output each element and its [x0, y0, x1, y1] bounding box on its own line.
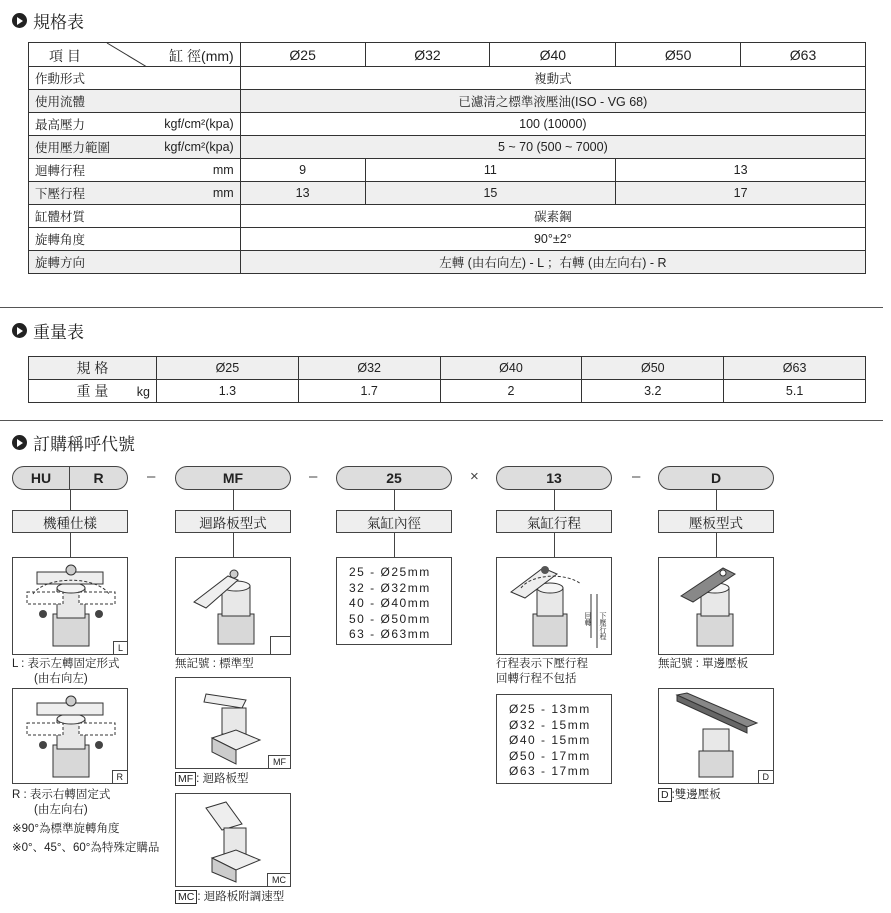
- swing-clamp-right-icon: [13, 689, 127, 783]
- row-label: 下壓行程 mm: [29, 182, 241, 205]
- size-header: Ø32: [298, 357, 440, 380]
- table-row: [29, 159, 866, 182]
- row-value: 17: [616, 182, 866, 205]
- bore-code-list: [336, 557, 452, 645]
- row-unit: mm: [212, 186, 234, 200]
- row-value: 已濾清之標準液壓油(ISO - VG 68): [240, 90, 865, 113]
- connector-line: [70, 533, 71, 557]
- order-section-title: 訂購稱呼代號: [12, 430, 135, 455]
- code-pill-mf: MF: [175, 466, 291, 490]
- rotate-label: 回轉: [584, 612, 591, 626]
- stroke-code-list: [496, 694, 612, 784]
- list-item: Ø40 - 15mm: [509, 733, 591, 747]
- row-value: 9: [240, 159, 365, 182]
- connector-line: [233, 490, 234, 510]
- clamp-right-image: [12, 688, 128, 784]
- row-label: 迴轉行程 mm: [29, 159, 241, 182]
- weight-value: 5.1: [724, 380, 866, 403]
- times-separator: ×: [470, 468, 479, 485]
- code-pill-bore: 25: [336, 466, 452, 490]
- row-value: 90°±2°: [240, 228, 865, 251]
- list-item: 25 - Ø25mm: [349, 565, 431, 579]
- weight-value: 1.3: [157, 380, 299, 403]
- size-header: Ø63: [724, 357, 866, 380]
- table-row: [29, 113, 866, 136]
- connector-line: [233, 533, 234, 557]
- note-standard: 無記號 : 標準型: [175, 658, 254, 670]
- spec-header-row: [29, 43, 866, 67]
- label-model-spec: 機種仕樣: [12, 510, 128, 533]
- weight-value: 2: [440, 380, 582, 403]
- swing-clamp-left-icon: [13, 558, 127, 654]
- dash-separator: –: [632, 468, 641, 485]
- size-header: Ø50: [616, 43, 741, 67]
- play-bullet-icon: [12, 13, 27, 28]
- code-pill-stroke: 13: [496, 466, 612, 490]
- size-header: Ø25: [157, 357, 299, 380]
- double-clamp-image: [658, 688, 774, 784]
- spec-section-title: 規格表: [12, 8, 84, 33]
- tag-r: R: [112, 770, 128, 783]
- stroke-image: [496, 557, 612, 655]
- tag-d: D: [758, 770, 774, 783]
- code-pill-model: [12, 466, 128, 490]
- connector-line: [394, 490, 395, 510]
- header-item-label: 項 目: [49, 48, 81, 64]
- row-value: 5 ~ 70 (500 ~ 7000): [240, 136, 865, 159]
- weight-value: 3.2: [582, 380, 724, 403]
- list-item: Ø25 - 13mm: [509, 702, 591, 716]
- note-right: R : 表示右轉固定式 (由左向右) ※90°為標準旋轉角度 ※0°、45°、60°為特殊定購品: [12, 789, 160, 854]
- row-label: 使用流體: [29, 90, 241, 113]
- list-item: Ø50 - 17mm: [509, 748, 591, 763]
- table-row: [29, 136, 866, 159]
- label-clamp-type: 壓板型式: [658, 510, 774, 533]
- weight-table: [28, 356, 866, 403]
- note-single: 無記號 : 單邊壓板: [658, 658, 749, 670]
- row-value: 15: [365, 182, 616, 205]
- list-item: 40 - Ø40mm: [349, 596, 431, 610]
- spec-table: [28, 42, 866, 274]
- row-label: 缸體材質: [29, 205, 241, 228]
- row-value: 13: [240, 182, 365, 205]
- size-header: Ø40: [440, 357, 582, 380]
- connector-line: [554, 533, 555, 557]
- play-bullet-icon: [12, 435, 27, 450]
- table-row: [29, 182, 866, 205]
- connector-line: [394, 533, 395, 557]
- single-arm-clamp-icon: [659, 558, 773, 654]
- row-value: 11: [365, 159, 616, 182]
- tag-mf: MF: [268, 755, 290, 768]
- connector-line: [554, 490, 555, 510]
- dash-separator: –: [309, 468, 318, 485]
- row-label: 旋轉方向: [29, 251, 241, 274]
- double-arm-clamp-icon: [659, 689, 773, 783]
- weight-unit: kg: [136, 385, 150, 399]
- label-manifold-type: 迴路板型式: [175, 510, 291, 533]
- weight-section-title: 重量表: [12, 318, 84, 343]
- weight-row-label: 重 量 kg: [29, 380, 157, 403]
- code-hu: HU: [13, 467, 70, 489]
- label-stroke: 氣缸行程: [496, 510, 612, 533]
- row-value: 碳素鋼: [240, 205, 865, 228]
- row-value: 複動式: [240, 67, 865, 90]
- single-clamp-image: [658, 557, 774, 655]
- swing-clamp-stroke-icon: [497, 558, 611, 654]
- row-label: 作動形式: [29, 67, 241, 90]
- size-header: Ø50: [582, 357, 724, 380]
- weight-header-row: [29, 357, 866, 380]
- spec-header-diagonal-cell: [29, 43, 241, 67]
- size-header: Ø32: [365, 43, 490, 67]
- list-item: Ø32 - 15mm: [509, 717, 591, 732]
- table-row: [29, 251, 866, 274]
- header-bore-label: 缸 徑(mm): [169, 48, 234, 64]
- tag-l: L: [113, 641, 127, 654]
- size-header: Ø40: [490, 43, 616, 67]
- note-mf: MF : 迴路板型: [175, 772, 249, 787]
- code-pill-clamp: D: [658, 466, 774, 490]
- mc-type-image: [175, 793, 291, 887]
- press-stroke-label: 下壓行程: [599, 612, 606, 640]
- note-mc: MC : 迴路板附調速型: [175, 890, 284, 905]
- code-r: R: [93, 470, 104, 486]
- table-row: [29, 205, 866, 228]
- label-bore: 氣缸內徑: [336, 510, 452, 533]
- table-row: [29, 228, 866, 251]
- tag-mc: MC: [267, 873, 290, 886]
- row-label: 使用壓力範圍 kgf/cm²(kpa): [29, 136, 241, 159]
- row-value: 13: [616, 159, 866, 182]
- play-bullet-icon: [12, 323, 27, 338]
- list-item: 32 - Ø32mm: [349, 580, 431, 595]
- dash-separator: –: [147, 468, 156, 485]
- weight-header-label: 規 格: [29, 357, 157, 380]
- section-divider: [0, 420, 883, 421]
- row-value: 左轉 (由右向左) - L ；右轉 (由左向右) - R: [240, 251, 865, 274]
- row-label: 最高壓力 kgf/cm²(kpa): [29, 113, 241, 136]
- connector-line: [716, 490, 717, 510]
- list-item: 50 - Ø50mm: [349, 611, 431, 626]
- row-unit: kgf/cm²(kpa): [164, 140, 234, 154]
- tag-blank: [270, 636, 290, 654]
- table-row: [29, 67, 866, 90]
- table-row: [29, 90, 866, 113]
- connector-line: [70, 490, 71, 510]
- list-item: Ø63 - 17mm: [509, 764, 591, 778]
- row-unit: mm: [212, 163, 234, 177]
- weight-value-row: [29, 380, 866, 403]
- row-label: 旋轉角度: [29, 228, 241, 251]
- list-item: 63 - Ø63mm: [349, 627, 431, 641]
- weight-value: 1.7: [298, 380, 440, 403]
- row-value: 100 (10000): [240, 113, 865, 136]
- note-double: D :雙邊壓板: [658, 788, 721, 803]
- section-divider: [0, 307, 883, 308]
- clamp-left-image: [12, 557, 128, 655]
- size-header: Ø63: [741, 43, 866, 67]
- row-unit: kgf/cm²(kpa): [164, 117, 234, 131]
- connector-line: [716, 533, 717, 557]
- note-stroke: 行程表示下壓行程 回轉行程不包括: [496, 658, 588, 685]
- mf-type-image: [175, 677, 291, 769]
- size-header: Ø25: [240, 43, 365, 67]
- standard-type-image: [175, 557, 291, 655]
- note-left: L : 表示左轉固定形式 (由右向左): [12, 658, 120, 685]
